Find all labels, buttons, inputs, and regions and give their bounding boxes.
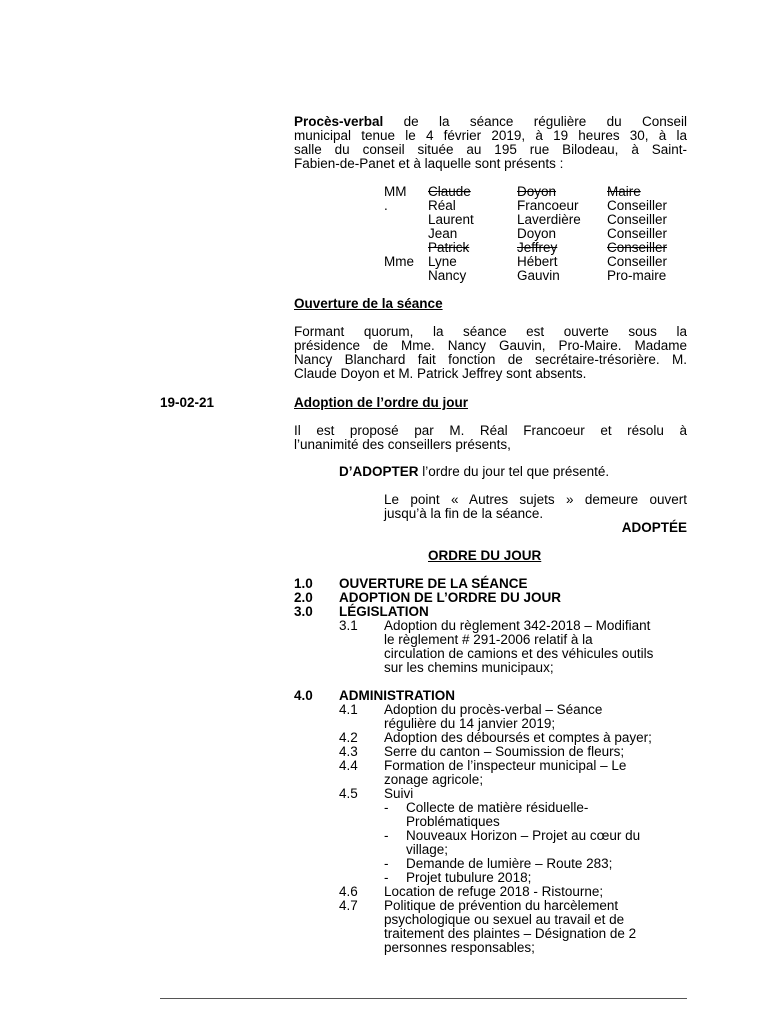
agenda-section-number: 1.0 [294,576,313,591]
attendee-last-name: Doyon [517,226,557,241]
agenda-item-line: Adoption des déboursés et comptes à payer; [384,730,652,745]
agenda-item-line: Location de refuge 2018 - Ristourne; [384,884,604,899]
bullet-dash: - [384,870,389,885]
agenda-item-line: Politique de prévention du harcèlement [384,898,619,913]
agenda-item-number: 4.1 [339,702,358,717]
resolution-note-line-2: jusqu’à la fin de la séance. [384,506,544,521]
attendee-role: Conseiller [607,240,668,255]
agenda-item-line: Formation de l’inspecteur municipal – Le [384,758,627,773]
attendee-last-name: Jeffrey [517,240,558,255]
agenda-title: ORDRE DU JOUR [428,548,542,563]
opening-line-1: Formant quorum, la séance est ouverte sous la [294,324,687,339]
resolution-heading: Adoption de l’ordre du jour [294,395,468,410]
attendee-first-name: Réal [428,198,456,213]
opening-line-4: Claude Doyon et M. Patrick Jeffrey sont absents. [294,366,587,381]
agenda-section-number: 4.0 [294,688,313,703]
agenda-item-line: Serre du canton – Soumission de fleurs; [384,744,625,759]
attendee-last-name: Hébert [517,254,558,269]
agenda-item-number: 4.5 [339,786,358,801]
attendance-label-mme: Mme [384,254,414,269]
intro-bold-title: Procès-verbal [294,114,384,129]
intro-line-4: Fabien-de-Panet et à laquelle sont présents : [294,156,564,171]
intro-line-1-rest: de la séance régulière du Conseil [403,114,687,129]
opening-line-3: Nancy Blanchard fait fonction de secrétaire-trésorière. M. [294,352,687,367]
agenda-item-line: Suivi [384,786,414,801]
resolution-line-1: Il est proposé par M. Réal Francoeur et résolu à [294,423,687,438]
agenda-section-title: LÉGISLATION [339,604,429,619]
attendee-role: Conseiller [607,212,668,227]
adopt-keyword: D’ADOPTER [339,464,419,479]
adopted-label: ADOPTÉE [621,520,687,535]
resolution-line-2: l’unanimité des conseillers présents, [294,437,511,452]
suivi-item-line: Nouveaux Horizon – Projet au cœur du [406,828,641,843]
attendee-role: Conseiller [607,198,668,213]
attendee-last-name: Laverdière [517,212,581,227]
opening-heading: Ouverture de la séance [294,296,443,311]
attendee-first-name: Nancy [428,268,467,283]
agenda-item-line: traitement des plaintes – Désignation de 2 [384,926,637,941]
agenda-item-line: le règlement # 291-2006 relatif à la [384,632,593,647]
agenda-item-number: 4.7 [339,898,358,913]
attendee-first-name: Jean [428,226,458,241]
resolution-note-line-1: Le point « Autres sujets » demeure ouvert [384,492,687,507]
agenda-item-line: personnes responsables; [384,940,535,955]
agenda-item-line: régulière du 14 janvier 2019; [384,716,556,731]
adopt-text: l’ordre du jour tel que présenté. [422,464,610,479]
bullet-dash: - [384,856,389,871]
agenda-item-number: 4.2 [339,730,358,745]
agenda-item-line: psychologique ou sexuel au travail et de [384,912,625,927]
agenda-item-line: Adoption du règlement 342-2018 – Modifiant [384,618,651,633]
agenda-section-number: 3.0 [294,604,313,619]
intro-line-1 [294,115,687,129]
agenda-item-line: zonage agricole; [384,772,484,787]
agenda-item-number: 4.4 [339,758,358,773]
attendee-last-name: Gauvin [517,268,560,283]
attendee-first-name: Lyne [428,254,457,269]
intro-line-2: municipal tenue le 4 février 2019, à 19 heures 30, à la [294,128,687,143]
resolution-number: 19-02-21 [160,395,215,410]
attendance-label-mm-dot: . [384,198,388,213]
suivi-item-line: Projet tubulure 2018; [406,870,532,885]
footer-rule [160,998,687,999]
opening-line-2: présidence de Mme. Nancy Gauvin, Pro-Maire. Madame [294,338,687,353]
agenda-item-number: 3.1 [339,618,358,633]
bullet-dash: - [384,828,389,843]
agenda-section-title: ADMINISTRATION [339,688,455,703]
suivi-item-line: village; [406,842,449,857]
agenda-item-line: sur les chemins municipaux; [384,660,554,675]
attendee-first-name: Patrick [428,240,470,255]
attendee-last-name: Francoeur [517,198,579,213]
agenda-item-line: Adoption du procès-verbal – Séance [384,702,603,717]
agenda-item-line: circulation de camions et des véhicules outils [384,646,654,661]
suivi-item-line: Collecte de matière résiduelle- [406,800,589,815]
attendee-role: Conseiller [607,254,668,269]
attendee-role: Conseiller [607,226,668,241]
agenda-section-title: ADOPTION DE L’ORDRE DU JOUR [339,590,562,605]
attendee-first-name: Claude [428,184,471,199]
attendee-last-name: Doyon [517,184,557,199]
suivi-item-line: Problématiques [406,814,500,829]
agenda-item-number: 4.3 [339,744,358,759]
suivi-item-line: Demande de lumière – Route 283; [406,856,613,871]
attendee-role: Pro-maire [607,268,667,283]
agenda-section-title: OUVERTURE DE LA SÉANCE [339,576,528,591]
bullet-dash: - [384,800,389,815]
attendee-first-name: Laurent [428,212,474,227]
attendee-role: Maire [607,184,641,199]
resolution-adopt-line [339,465,609,479]
intro-line-3: salle du conseil située au 195 rue Bilodeau, à Saint- [294,142,687,157]
attendance-label-mm: MM [384,184,407,199]
agenda-item-number: 4.6 [339,884,358,899]
agenda-section-number: 2.0 [294,590,313,605]
